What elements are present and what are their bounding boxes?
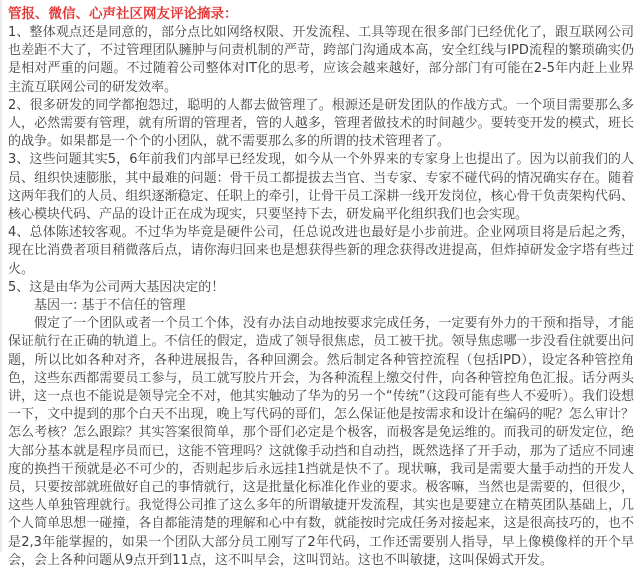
comment-paragraph-5: 5、这是由华为公司两大基因决定的！ [8,279,225,295]
comment-paragraph-4: 4、总体陈述较客观。不过华为毕竟是硬件公司，任总说改进也最好是小步前进。企业网项目将是后起之秀，现在比消费者项目稍微落后点，请你海归回来也是想获得些新的理念获得改进提高，但炸掉研发金字塔有些过火。 [8,225,634,277]
comment-paragraph-3: 3、这些问题其实5，6年前我们内部早已经发现，如今从一个外界来的专家身上也提出了。因为以前我们的人员、组织快速膨胀，其中最难的问题：骨干员工都提拔去当官、当专家、专家不碰代码的情况确实存在。随着这两年我们的人员、组织逐渐稳定、任职上的牵引，让骨干员工深耕一线开发岗位，核心骨干负责架构代码、核心模块代码、产品的设计正在成为现实，只要坚持下去，研发扁平化组织我们也会实现。 [8,152,634,223]
comment-paragraph-1: 1、整体观点还是同意的，部分点比如网络权限、开发流程、工具等现在很多部门已经优化了，跟互联网公司也差距不大了，不过管理团队臃肿与问责机制的严苛，跨部门沟通成本高，安全红线与IPD流程的繁琐确实仍是相对严重的问题。不过随着公司整体对IT化的思考，应该会越来越好，部分部门有可能在2-5年内赶上业界主流互联网公司的研发效率。 [8,25,634,95]
document-title: 管报、微信、心声社区网友评论摘录： [8,6,238,22]
gene-one-paragraph: 假定了一个团队或者一个员工个体，没有办法自动地按要求完成任务，一定要有外力的干预和指导，才能保证航行在正确的轨道上。不信任的假定，造成了领导很焦虑，员工被干扰。领导焦虑哪一步没看住就要出问题，所以比如各种对齐，各种进展报告，各种回溯会。然后制定各种管控流程（包括IPD），设定各种管控角色，这些东西都需要员工参与，员工就写胶片开会，为各种流程上缴交付件，向各种管控角色汇报。话分两头讲，这一点也不能说是领导完全不对，他其实触动了华为的另一个“传统”（这段可能有些人不爱听）。我们设想一下，文中提到的那个白天不出现，晚上写代码的哥们，怎么保证他是按需求和设计在编码的呢？怎么审计？怎么考核？怎么跟踪？其实答案很简单，那个哥们必定是个极客，而极客是免运维的。而我司的研发定位，绝大部分基本就是程序员而已，这能不管理吗？这就像手动挡和自动挡，既然选择了开手动，那为了适应不同速度的换挡干预就是必不可少的，否则起步后永远挂1挡就是快不了。现状嘛，我司是需要大量手动挡的开发人员，只要按部就班做好自己的事情就行，这是批量化标准化作业的要求。极客嘛，当然也是需要的，但很少，这些人单独管理就行。我觉得公司推了这么多年的所谓敏捷开发流程，其实也是要建立在精英团队基础上，几个人简单思想一碰撞，各自都能清楚的理解和心中有数，就能按时完成任务对接起来，这是很高技巧的，也不是2,3年能掌握的，如果一个团队大部分员工刚写了2年代码，工作还需要别人指导，早上像模像样的开个早会，会上各种问题从9点开到11点，这不叫早会，这叫罚站。这也不叫敏捷，这叫保姆式开发。 [8,316,634,568]
gene-one-heading: 基因一: 基于不信任的管理 [34,298,186,314]
comment-paragraph-2: 2、很多研发的同学都抱怨过，聪明的人都去做管理了。根源还是研发团队的作战方式。一个项目需要那么多人，必然需要有管理，就有所谓的管理者，管的人越多，管理者做技术的时间越少。要转变开发的模式，班长的战争。如果都是一个个的小团队，就不需要那么多的所谓的技术管理者了。 [8,97,634,150]
